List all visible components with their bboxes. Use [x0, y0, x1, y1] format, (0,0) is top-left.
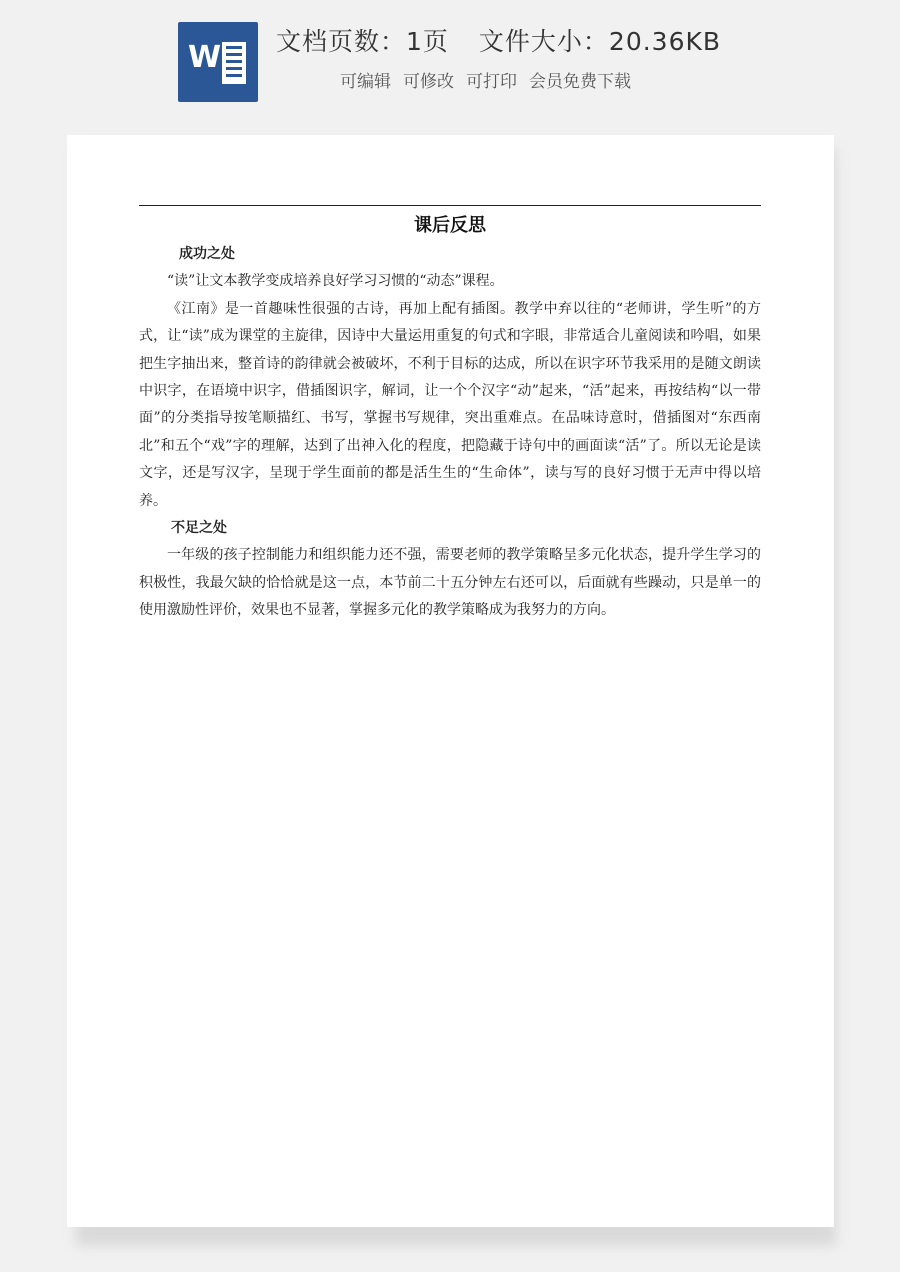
section-heading-shortcomings: 不足之处: [171, 520, 227, 537]
paragraph: 《江南》是一首趣味性很强的古诗，再加上配有插图。教学中弃以往的“老师讲，学生听”的方式，让“读”成为课堂的主旋律，因诗中大量运用重复的句式和字眼，非常适合儿童阅读和吟唱，如果把生字抽出来，整首诗的韵律就会被破坏，不利于目标的达成，所以在识字环节我采用的是随文朗读中识字，在语境中识字，借插图识字，解词，让一个个汉字“动”起来，“活”起来，再按结构“以一带面”的分类指导按笔顺描红、书写，掌握书写规律，突出重难点。在品味诗意时，借插图对“东西南北”和五个“戏”字的理解，达到了出神入化的程度，把隐藏于诗句中的画面读“活”了。所以无论是读文字，还是写汉字，呈现于学生面前的都是活生生的“生命体”，读与写的良好习惯于无声中得以培养。: [139, 300, 761, 509]
permission-member-download: 会员免费下载: [529, 72, 631, 92]
file-size: 文件大小：20.36KB: [478, 27, 722, 56]
header-rule: [139, 205, 761, 206]
document-body: [139, 241, 761, 625]
permission-editable: 可编辑: [340, 72, 391, 92]
document-info-header: [0, 0, 900, 120]
word-document-icon: [178, 22, 258, 102]
paragraph: “读”让文本教学变成培养良好学习习惯的“动态”课程。: [167, 273, 504, 290]
permission-printable: 可打印: [466, 72, 517, 92]
permission-modifiable: 可修改: [403, 72, 454, 92]
permissions-line: [340, 67, 740, 92]
paragraph: 一年级的孩子控制能力和组织能力还不强，需要老师的教学策略呈多元化状态，提升学生学习的积极性，我最欠缺的恰恰就是这一点，本节前二十五分钟左右还可以，后面就有些躁动，只是单一的使用激励性评价，效果也不显著，掌握多元化的教学策略成为我努力的方向。: [139, 547, 761, 619]
document-page: [67, 135, 834, 1227]
page-count: 文档页数：1页: [276, 27, 449, 56]
section-heading-success: 成功之处: [179, 246, 235, 262]
word-icon-lines: [222, 42, 246, 84]
word-icon-letter: W: [188, 40, 222, 75]
document-title: 课后反思: [414, 215, 486, 236]
document-meta: [276, 22, 836, 58]
